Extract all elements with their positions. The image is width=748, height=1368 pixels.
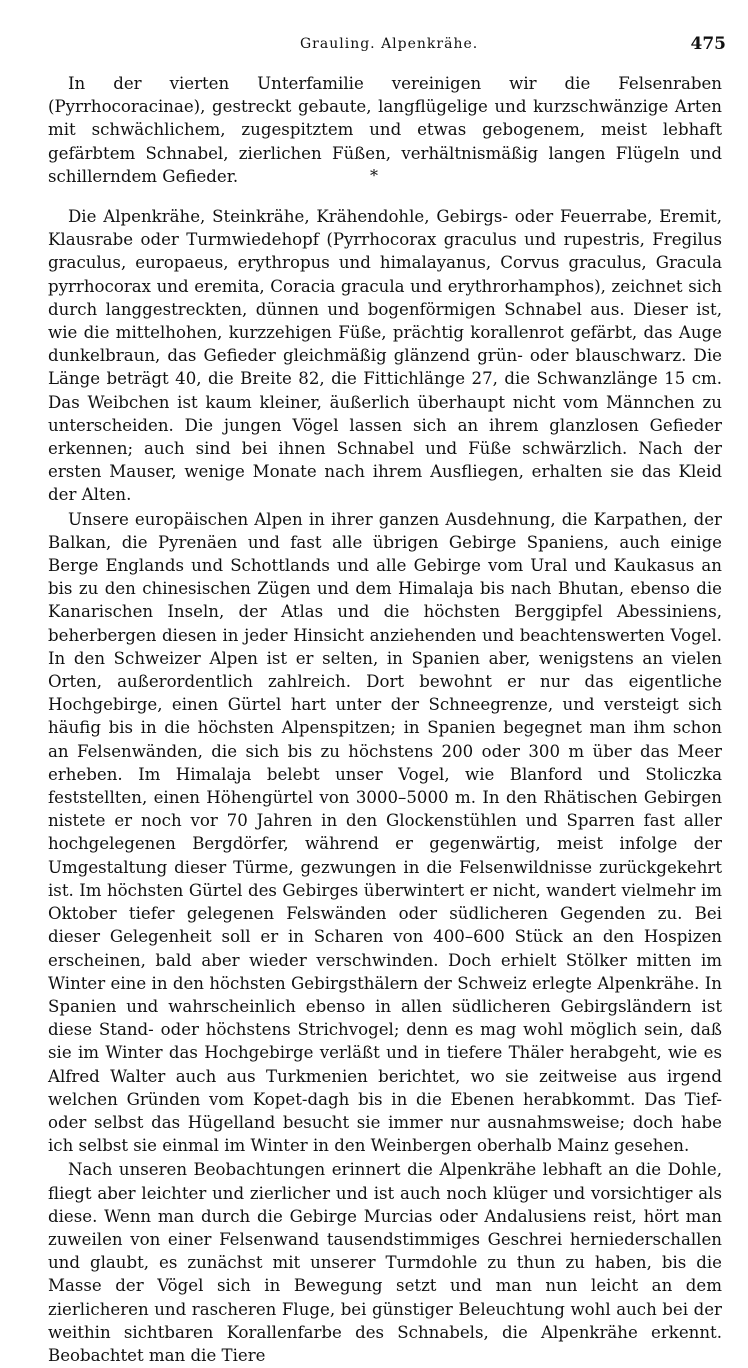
paragraph-description: Die Alpenkrähe, Steinkrähe, Krähendohle, Gebirgs- oder Feuerrabe, Eremit, Klausrabe oder Turmwiedehopf (Pyrrhocorax graculus und rupestris, Fregilus graculus, europaeus, erythropus und himalayanus, Corvus graculus, Gracula pyrrhocorax und eremita, Coracia gracula und erythrorhamphos), zeichnet sich durch langgestreckten, dünnen und bogenförmigen Schnabel aus. Dieser ist, wie die mittelhohen, kurzzehigen Füße, prächtig korallenrot gefärbt, das Auge dunkelbraun, das Gefieder gleichmäßig glänzend grün- oder blauschwarz. Die Länge beträgt 40, die Breite 82, die Fittichlänge 27, die Schwanzlänge 15 cm. Das Weibchen ist kaum kleiner, äußerlich überhaupt nicht vom Männchen zu unterscheiden. Die jungen Vögel lassen sich an ihrem glanzlosen Gefieder erkennen; auch sind bei ihnen Schnabel und Füße schwärzlich. Nach der ersten Mauser, wenige Monate nach ihrem Ausfliegen, erhalten sie das Kleid der Alten. — [48, 207, 722, 505]
intro-paragraph: In der vierten Unterfamilie vereinigen wir die Felsenraben (Pyrrhocoracinae), gestreckt gebaute, langflügelige und kurzschwänzige Arten mit schwächlichem, zugespitztem und etwas gebogenem, meist lebhaft gefärbtem Schnabel, zierlichen Füßen, verhältnismäßig langen Flügeln und schillerndem Gefieder. — [48, 74, 722, 186]
section-divider: * — [370, 166, 378, 185]
page-number: 475 — [690, 34, 726, 54]
paragraph-behavior: Nach unseren Beobachtungen erinnert die Alpenkrähe lebhaft an die Dohle, fliegt aber leichter und zierlicher und ist auch noch klüger und vorsichtiger als diese. Wenn man durch die Gebirge Murcias oder Andalusiens reist, hört man zuweilen von einer Felsenwand tausendstimmiges Geschrei herniederschallen und glaubt, es zunächst mit unserer Turmdohle zu thun zu haben, bis die Masse der Vögel sich in Bewegung setzt und man nun leicht an dem zierlicheren und rascheren Fluge, bei günstiger Beleuchtung wohl auch bei der weithin sichtbaren Korallenfarbe des Schnabels, die Alpenkrähe erkennt. Beobachtet man die Tiere — [48, 1160, 722, 1365]
running-head: Grauling. Alpenkrähe. — [300, 36, 479, 52]
paragraph-distribution: Unsere europäischen Alpen in ihrer ganzen Ausdehnung, die Karpathen, der Balkan, die Pyrenäen und fast alle übrigen Gebirge Spaniens, auch einige Berge Englands und Schottlands und alle Gebirge vom Ural und Kaukasus an bis zu den chinesischen Zügen und dem Himalaja bis nach Bhutan, ebenso die Kanarischen Inseln, der Atlas und die höchsten Berggipfel Abessiniens, beherbergen diesen in jeder Hinsicht anziehenden und beachtenswerten Vogel. In den Schweizer Alpen ist er selten, in Spanien aber, wenigstens an vielen Orten, außerordentlich zahlreich. Dort bewohnt er nur das eigentliche Hochgebirge, einen Gürtel hart unter der Schneegrenze, und versteigt sich häufig bis in die höchsten Alpenspitzen; in Spanien begegnet man ihm schon an Felsenwänden, die sich bis zu höchstens 200 oder 300 m über das Meer erheben. Im Himalaja belebt unser Vogel, wie Blanford und Stoliczka feststellten, einen Höhengürtel von 3000–5000 m. In den Rhätischen Gebirgen nistete er noch vor 70 Jahren in den Glockenstühlen und Sparren fast aller hochgelegenen Bergdörfer, während er gegenwärtig, meist infolge der Umgestaltung dieser Türme, gezwungen in die Felsenwildnisse zurückgekehrt ist. Im höchsten Gürtel des Gebirges überwintert er nicht, wandert vielmehr im Oktober tiefer gelegenen Felswänden oder südlicheren Gegenden zu. Bei dieser Gelegenheit soll er in Scharen von 400–600 Stück an den Hospizen erscheinen, bald aber wieder verschwinden. Doch erhielt Stölker mitten im Winter eine in den höchsten Gebirgsthälern der Schweiz erlegte Alpenkrähe. In Spanien und wahrscheinlich ebenso in allen südlicheren Gebirgsländern ist diese Stand- oder höchstens Strichvogel; denn es mag wohl möglich sein, daß sie im Winter das Hochgebirge verläßt und in tiefere Thäler herabgeht, wie es Alfred Walter auch aus Turkmenien berichtet, wo sie zeitweise aus irgend welchen Gründen vom Kopet-dagh bis in die Ebenen herabkommt. Das Tief- oder selbst das Hügelland besucht sie immer nur ausnahmsweise; doch habe ich selbst sie einmal im Winter in den Weinbergen oberhalb Mainz gesehen. — [48, 509, 722, 1156]
main-section — [48, 205, 722, 1368]
